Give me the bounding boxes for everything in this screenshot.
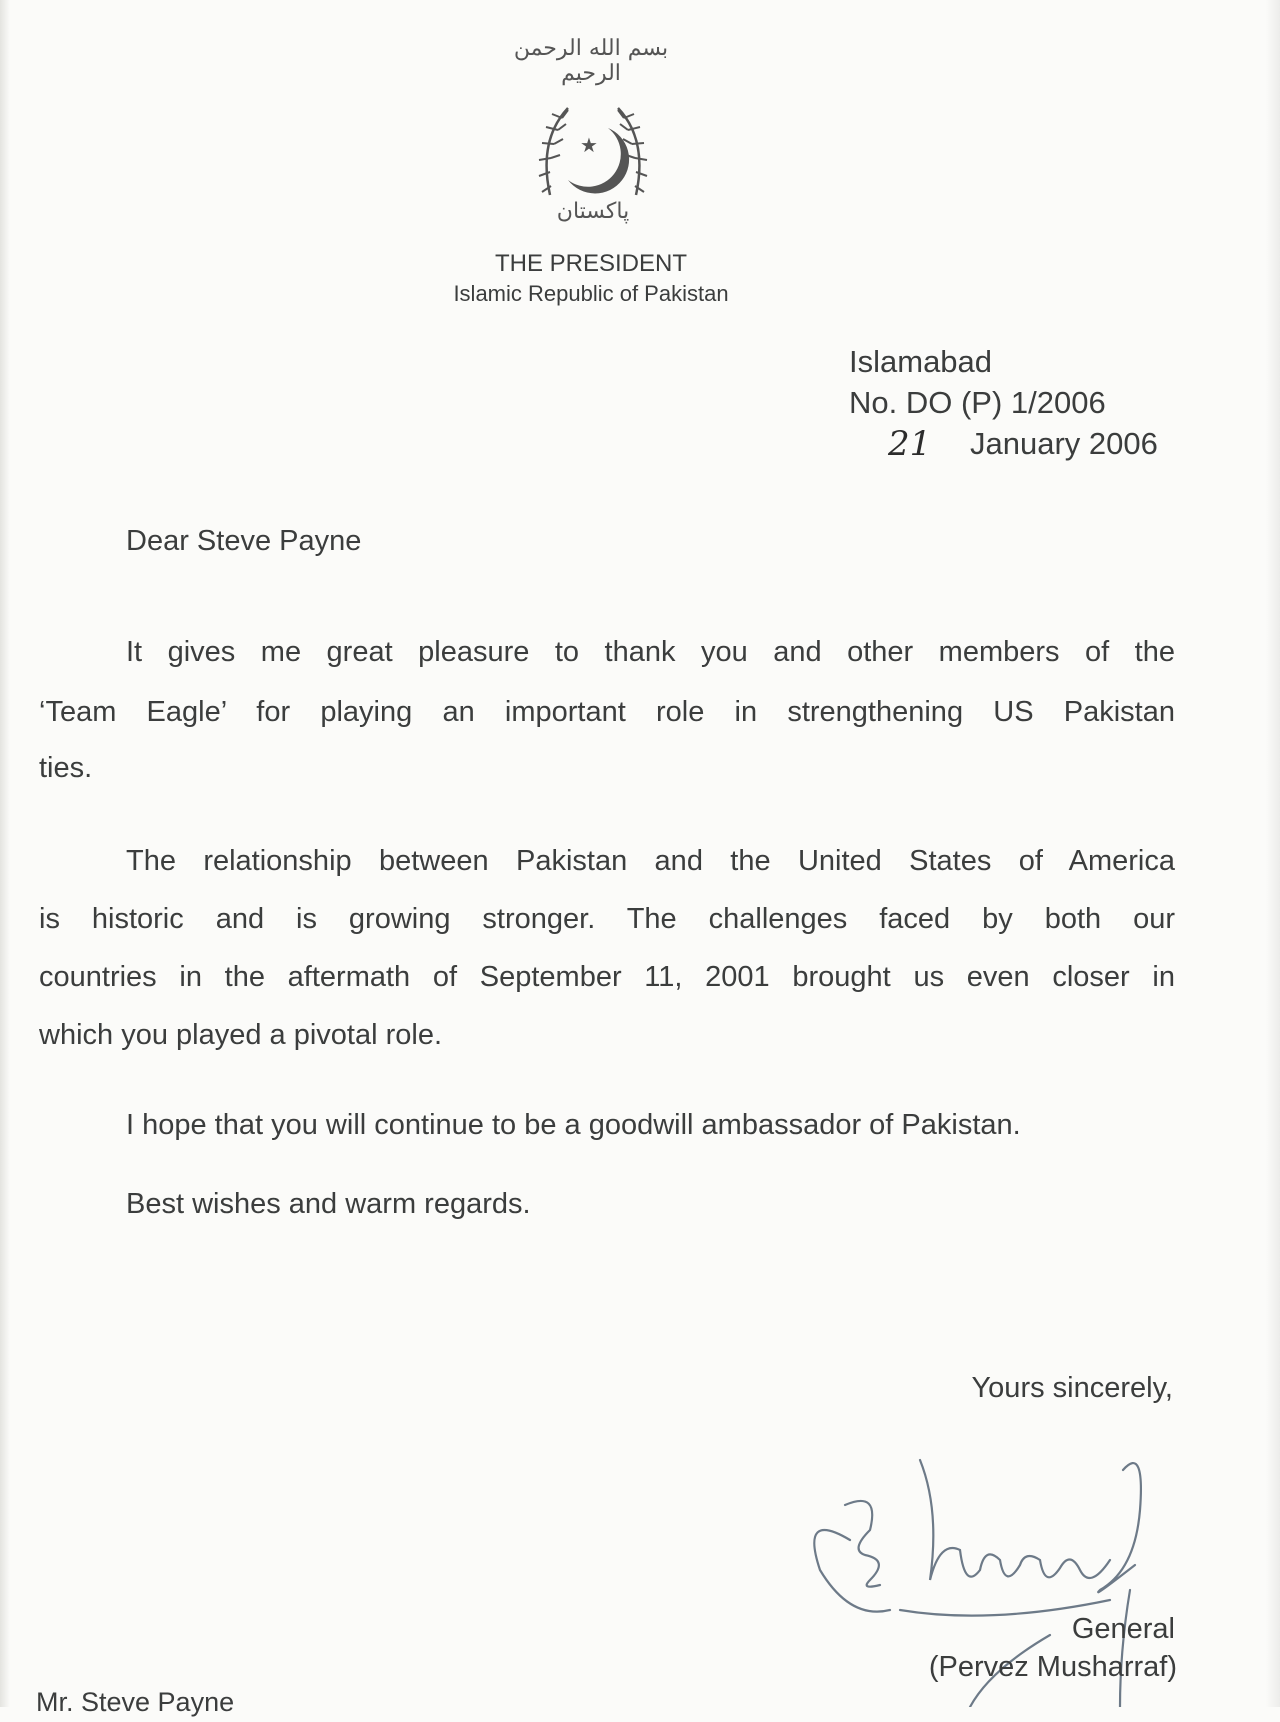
place: Islamabad [849,344,993,379]
date-day-handwritten: 21 [888,424,932,464]
page-edge-left [0,0,10,1707]
recipient-address: Mr. Steve Payne [36,1687,235,1717]
paragraph-line: ties. [39,752,93,784]
signatory-name: (Pervez Musharraf) [928,1651,1177,1683]
star-glyph: ★ [580,133,598,157]
emblem-text: پاکستان [556,199,630,224]
letterhead-title: THE PRESIDENT [494,250,688,277]
paragraph-line: It gives me great pleasure to thank you and other members of the [126,636,1175,668]
paragraph-line: I hope that you will continue to be a goodwill ambassador of Pakistan. [126,1109,1021,1141]
paragraph-line: which you played a pivotal role. [39,1019,443,1051]
paragraph-line: Best wishes and warm regards. [126,1188,531,1220]
letterhead-subtitle: Islamic Republic of Pakistan [453,281,729,306]
reference-number: No. DO (P) 1/2006 [849,385,1106,420]
bismillah-calligraphy: بسم الله الرحمن الرحيم [513,36,669,86]
signatory-rank: General [1071,1613,1175,1645]
paragraph-line: is historic and is growing stronger. The challenges faced by both our [39,903,1175,935]
paragraph-line: ‘Team Eagle’ for playing an important role in strengthening US Pakistan [39,696,1175,728]
paragraph-line: The relationship between Pakistan and the United States of America [126,845,1175,877]
closing: Yours sincerely, [971,1372,1173,1404]
page-edge-right [1266,0,1280,1707]
state-emblem-icon [528,100,658,226]
salutation: Dear Steve Payne [126,525,362,557]
date: January 2006 [970,426,1158,461]
paragraph-line: countries in the aftermath of September 11, 2001 brought us even closer in [39,961,1175,993]
